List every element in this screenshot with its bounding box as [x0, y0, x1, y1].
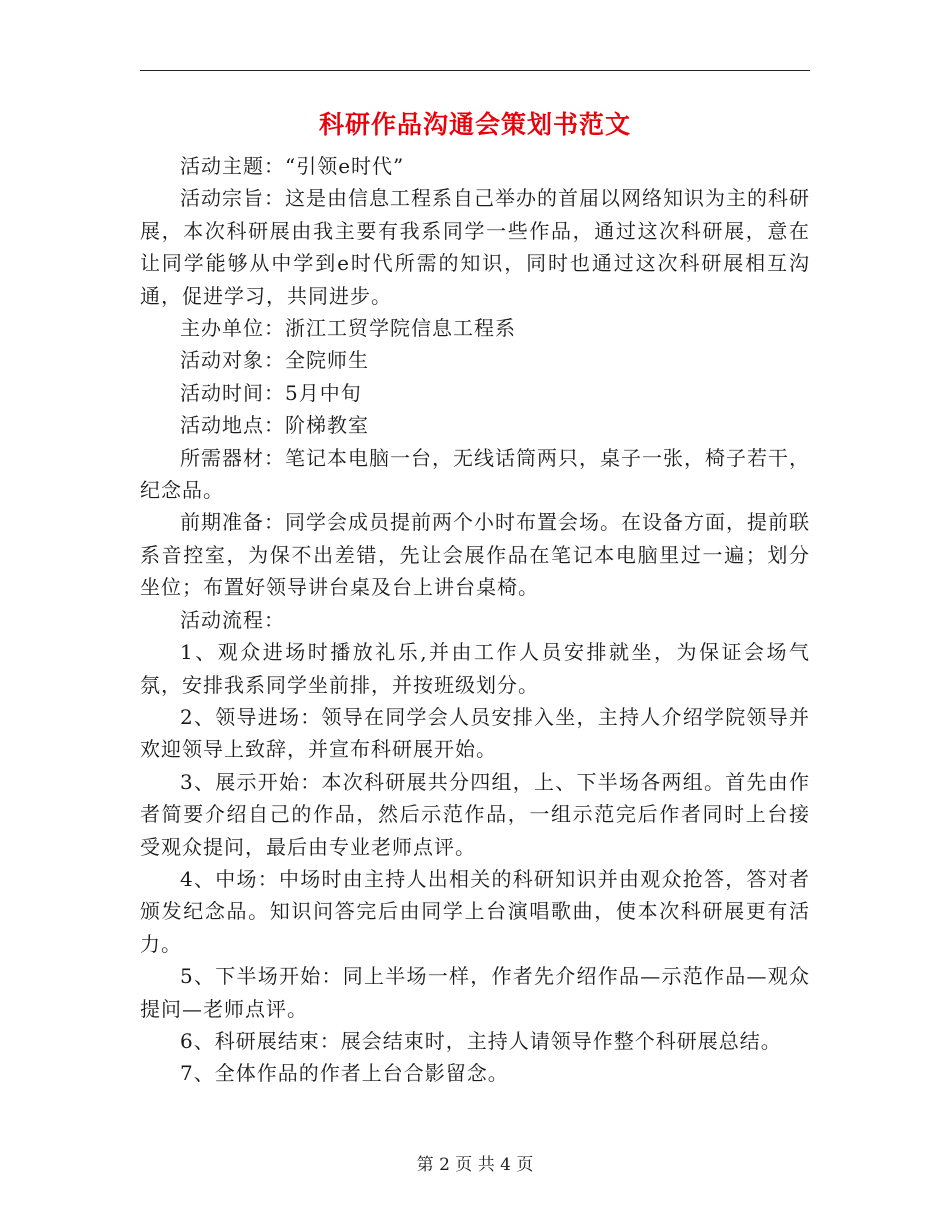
paragraph-time: 活动时间：5月中旬 [180, 380, 362, 405]
paragraph-theme: 活动主题：“引领e时代” [180, 154, 405, 178]
paragraph-process-heading: 活动流程： [180, 607, 285, 632]
paragraph-step-6: 6、科研展结束：展会结束时，主持人请领导作整个科研展总结。 [180, 1028, 782, 1053]
document-body [140, 150, 810, 1090]
paragraph-location: 活动地点：阶梯教室 [180, 413, 369, 438]
paragraph-step-3: 3、展示开始：本次科研展共分四组，上、下半场各两组。首先由作者简要介绍自己的作品，然后示范作品，一组示范完后作者同时上台接受观众提问，最后由专业老师点评。 [140, 769, 810, 859]
header-rule [140, 70, 810, 71]
page-number-footer: 第 2 页 共 4 页 [416, 1155, 534, 1175]
paragraph-step-5: 5、下半场开始：同上半场一样，作者先介绍作品—示范作品—观众提问—老师点评。 [140, 964, 810, 1021]
paragraph-equipment: 所需器材：笔记本电脑一台，无线话筒两只，桌子一张，椅子若干，纪念品。 [140, 445, 810, 503]
paragraph-step-1: 1、观众进场时播放礼乐,并由工作人员安排就坐，为保证会场气氛，安排我系同学坐前排，并按班级划分。 [140, 640, 810, 697]
paragraph-purpose: 活动宗旨：这是由信息工程系自己举办的首届以网络知识为主的科研展，本次科研展由我主要有我系同学一些作品，通过这次科研展，意在让同学能够从中学到e时代所需的知识，同时也通过这次科研展相互沟通，促进学习，共同进步。 [140, 186, 810, 308]
paragraph-step-4: 4、中场：中场时由主持人出相关的科研知识并由观众抢答，答对者颁发纪念品。知识问答完后由同学上台演唱歌曲，使本次科研展更有活力。 [140, 866, 810, 956]
paragraph-audience: 活动对象：全院师生 [180, 348, 369, 373]
document-title: 科研作品沟通会策划书范文 [318, 110, 631, 139]
paragraph-preparation: 前期准备：同学会成员提前两个小时布置会场。在设备方面，提前联系音控室，为保不出差错，先让会展作品在笔记本电脑里过一遍；划分坐位；布置好领导讲台桌及台上讲台桌椅。 [140, 510, 810, 600]
paragraph-step-2: 2、领导进场：领导在同学会人员安排入坐，主持人介绍学院领导并欢迎领导上致辞，并宣布科研展开始。 [140, 704, 810, 762]
paragraph-step-7: 7、全体作品的作者上台合影留念。 [180, 1061, 509, 1086]
paragraph-organizer: 主办单位：浙江工贸学院信息工程系 [180, 316, 516, 341]
